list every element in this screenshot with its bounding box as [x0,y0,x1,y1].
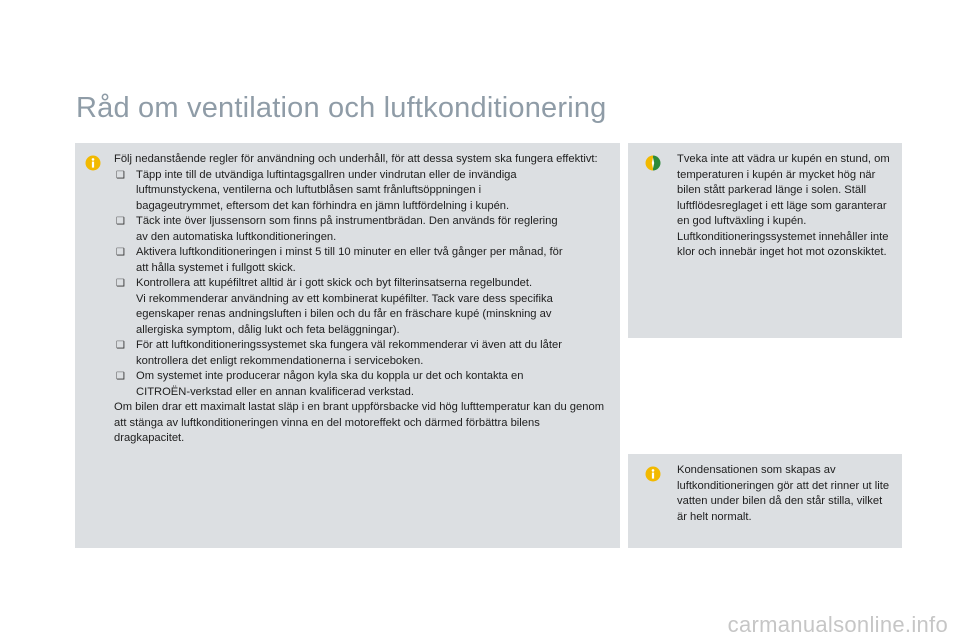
advice-list [114,168,608,401]
checkbox-bullet-icon: ❑ [116,278,125,289]
advice-item [114,168,608,215]
intro-text: Följ nedanstående regler för användning och underhåll, för att dessa system ska fungera effektivt: [114,153,598,165]
advice-item-line: Kontrollera att kupéfiltret alltid är i gott skick och byt filterinsatserna regelbundet. [136,277,533,289]
advice-item-line: Aktivera luftkonditioneringen i minst 5 till 10 minuter en eller två gånger per månad, för [136,246,563,258]
checkbox-bullet-icon: ❑ [116,371,125,382]
advice-item [114,369,608,400]
checkbox-bullet-icon: ❑ [116,169,125,181]
advice-item [114,276,608,338]
condensation-text: Kondensationen som skapas av luftkonditioneringen gör att det rinner ut lite vatten under bilen då den står stilla, vilket är helt normalt. [677,464,890,523]
watermark: carmanualsonline.info [727,612,948,637]
advice-item [114,338,608,369]
advice-item [114,214,608,245]
advice-item-line: Vi rekommenderar användning av ett kombinerat kupéfilter. Tack vare dess specifika [136,292,553,305]
checkbox-bullet-icon: ❑ [116,216,125,227]
checkbox-bullet-icon: ❑ [116,340,125,351]
advice-item-line: Täck inte över ljussensorn som finns på instrumentbrädan. Den används för reglering [136,215,558,227]
info-icon [85,155,101,171]
advice-item-line: kontrollera det enligt rekommendationerna i serviceboken. [136,354,424,367]
advice-item-line: Täpp inte till de utvändiga luftintagsgallren under vindrutan eller de invändiga [136,168,517,181]
advice-item-line: bagageutrymmet, eftersom det kan förhindra en jämn luftfördelning i kupén. [136,199,510,212]
page-title: Råd om ventilation och luftkonditionering [76,92,607,124]
tip-panel [628,143,902,338]
advice-item-line: För att luftkonditioneringssystemet ska fungera väl rekommenderar vi även att du låter [136,339,562,351]
condensation-info-panel [628,454,902,548]
advice-item-line: allergiska symptom, dålig lukt och feta beläggningar). [136,323,400,336]
checkbox-bullet-icon: ❑ [116,247,125,258]
advice-item-line: luftmunstyckena, ventilerna och luftutblåsen samt frånluftsöppningen i [136,184,482,196]
info-icon [645,466,661,482]
main-info-panel [75,143,620,548]
advice-item-line: av den automatiska luftkonditioneringen. [136,230,337,243]
tip-text: Tveka inte att vädra ur kupén en stund, om temperaturen i kupén är mycket hög när bilen stått parkerad länge i solen. Ställ luftflödesreglaget i ett läge som garanterar en god luftväxling i kupén. Luftkonditioneringssystemet innehåller inte klor och innebär inget hot mot ozonskiktet. [677,153,890,258]
advice-item-line: att hålla systemet i fullgott skick. [136,261,296,274]
closing-text: Om bilen drar ett maximalt lastat släp i en brant uppförsbacke vid hög lufttemperatur kan du genom att stänga av luftkonditioneringen vinna en del motoreffekt och därmed förbättra bilens dragkapacitet. [114,401,605,444]
advice-item [114,245,608,276]
advice-item-line: Om systemet inte producerar någon kyla ska du koppla ur det och kontakta en [136,370,524,382]
advice-item-line: CITROËN-verkstad eller en annan kvalificerad verkstad. [136,385,414,398]
advice-item-line: egenskaper renas andningsluften i bilen och du får en fräschare kupé (minskning av [136,308,552,320]
tip-icon [645,155,661,171]
